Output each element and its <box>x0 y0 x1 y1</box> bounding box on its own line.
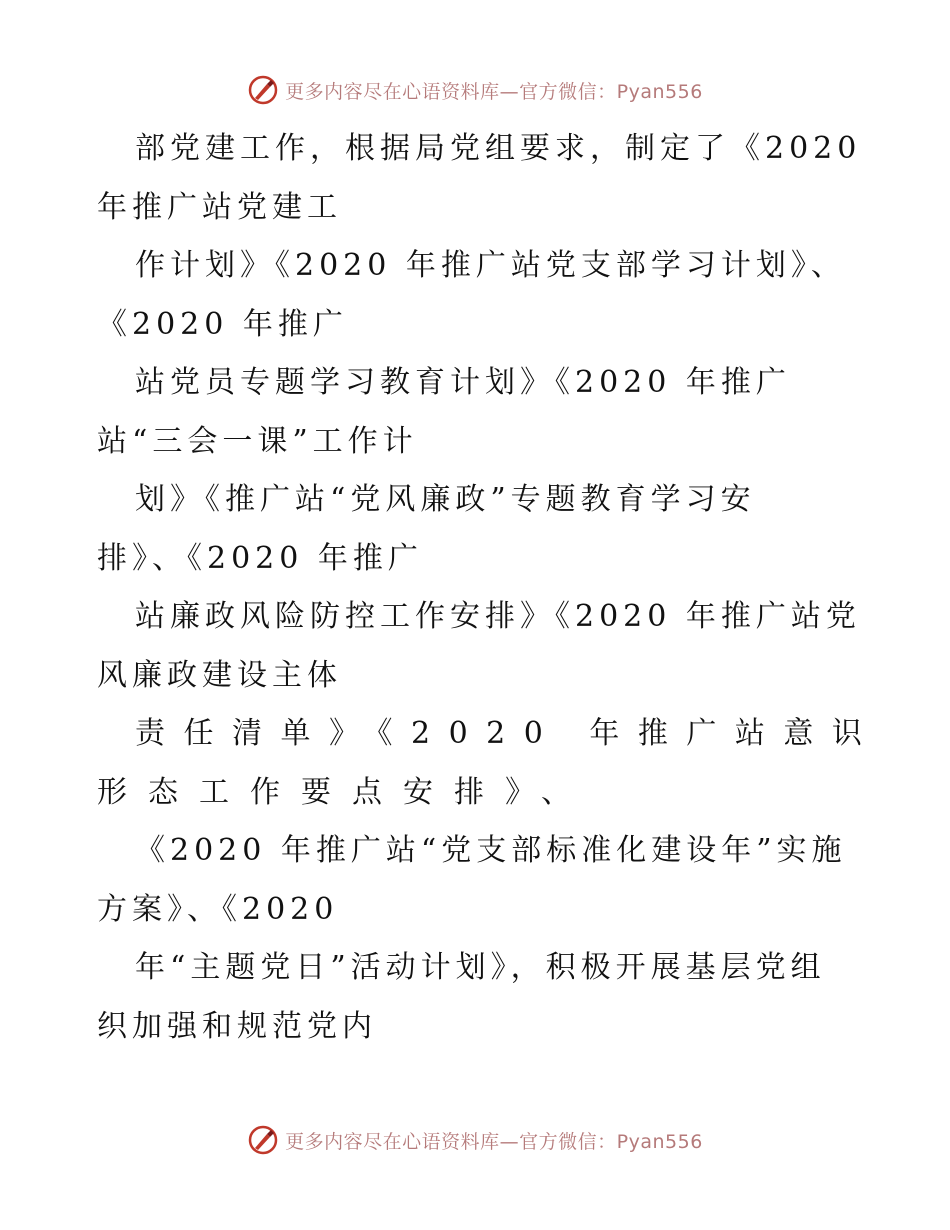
body-line: 站廉政风险防控工作安排》《2020 年推广站党 <box>135 599 861 634</box>
document-body <box>97 120 881 1056</box>
body-line: 《2020 年推广站“党支部标准化建设年”实施 <box>135 833 847 868</box>
header-banner-text: 更多内容尽在心语资料库—官方微信：Pyan556 <box>285 80 703 103</box>
body-line: 作计划》《2020 年推广站党支部学习计划》、 <box>135 248 846 283</box>
footer-banner-text: 更多内容尽在心语资料库—官方微信：Pyan556 <box>285 1130 703 1153</box>
body-line: 方案》、《2020 <box>97 891 339 927</box>
body-line: 《2020 年推广 <box>97 306 348 342</box>
body-line: 责任清单》《2020 年推广站意识 <box>135 716 881 751</box>
body-line: 划》《推广站“党风廉政”专题教育学习安 <box>135 482 756 517</box>
body-line: 风廉政建设主体 <box>97 657 342 693</box>
body-line: 年“主题党日”活动计划》，积极开展基层党组 <box>135 950 826 985</box>
body-line: 织加强和规范党内 <box>97 1008 377 1044</box>
body-line: 形态工作要点安排》、 <box>97 774 592 810</box>
body-line: 排》、《2020 年推广 <box>97 540 423 576</box>
pen-logo-icon <box>247 1124 279 1156</box>
body-line: 部党建工作，根据局党组要求，制定了《2020 <box>135 131 862 166</box>
body-line: 站党员专题学习教育计划》《2020 年推广 <box>135 365 791 400</box>
body-line: 站“三会一课”工作计 <box>97 423 418 459</box>
header-banner <box>0 70 950 110</box>
footer-banner <box>0 1120 950 1160</box>
body-line: 年推广站党建工 <box>97 189 342 225</box>
pen-logo-icon <box>247 74 279 106</box>
